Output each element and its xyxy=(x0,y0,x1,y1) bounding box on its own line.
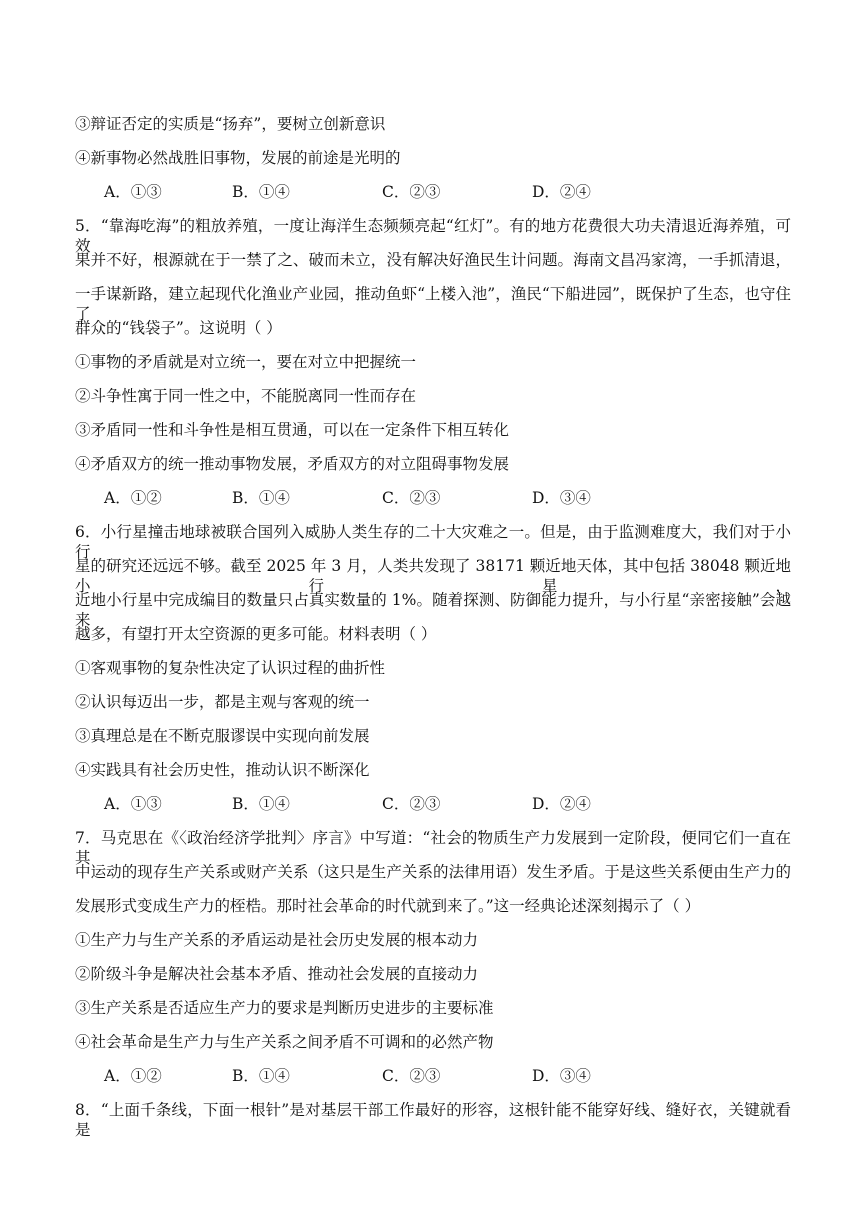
q7-option-1: ①生产力与生产关系的矛盾运动是社会历史发展的根本动力 xyxy=(75,931,479,949)
q5-stem-line: 一手谋新路，建立起现代化渔业产业园，推动鱼虾“上楼入池”，渔民“下船进园”，既保护了生态，也守住了 xyxy=(75,285,791,323)
q6-option-4: ④实践具有社会历史性，推动认识不断深化 xyxy=(75,761,370,779)
q5-stem-line: 群众的“钱袋子”。这说明（ ） xyxy=(75,319,282,337)
q7-option-4: ④社会革命是生产力与生产关系之间矛盾不可调和的必然产物 xyxy=(75,1033,494,1051)
choice-b: B．①④ xyxy=(232,489,290,507)
q7-option-3: ③生产关系是否适应生产力的要求是判断历史进步的主要标准 xyxy=(75,999,494,1017)
q7-choices xyxy=(104,1066,804,1086)
q5-option-1: ①事物的矛盾就是对立统一，要在对立中把握统一 xyxy=(75,353,417,371)
q6-option-3: ③真理总是在不断克服谬误中实现向前发展 xyxy=(75,727,370,745)
q4-option-3: ③辩证否定的实质是“扬弃”，要树立创新意识 xyxy=(75,115,386,133)
choice-c: C．②③ xyxy=(382,489,441,507)
q6-stem-line: 6．小行星撞击地球被联合国列入威胁人类生存的二十大灾难之一。但是，由于监测难度大，我们对于小行 xyxy=(75,523,791,561)
choice-a: A．①② xyxy=(104,489,162,507)
q5-option-2: ②斗争性寓于同一性之中，不能脱离同一性而存在 xyxy=(75,387,417,405)
choice-d: D．③④ xyxy=(532,489,591,507)
q7-stem-line: 7．马克思在《〈政治经济学批判〉序言》中写道：“社会的物质生产力发展到一定阶段，便同它们一直在其 xyxy=(75,829,791,867)
q5-option-3: ③矛盾同一性和斗争性是相互贯通，可以在一定条件下相互转化 xyxy=(75,421,510,439)
q6-stem-line: 星的研究还远远不够。截至 2025 年 3 月，人类共发现了 38171 颗近地天体，其中包括 38048 颗近地小行星， xyxy=(75,557,791,595)
q6-choices xyxy=(104,794,804,814)
q4-option-4: ④新事物必然战胜旧事物，发展的前途是光明的 xyxy=(75,149,401,167)
choice-b: B．①④ xyxy=(232,795,290,813)
q6-option-2: ②认识每迈出一步，都是主观与客观的统一 xyxy=(75,693,370,711)
q7-stem-line: 中运动的现存生产关系或财产关系（这只是生产关系的法律用语）发生矛盾。于是这些关系便由生产力的 xyxy=(75,863,791,881)
q8-stem-line: 8．“上面千条线，下面一根针”是对基层干部工作最好的形容，这根针能不能穿好线、缝好衣，关键就看是 xyxy=(75,1101,791,1139)
choice-c: C．②③ xyxy=(382,1067,441,1085)
q6-option-1: ①客观事物的复杂性决定了认识过程的曲折性 xyxy=(75,659,386,677)
choice-a: A．①③ xyxy=(104,183,162,201)
q5-option-4: ④矛盾双方的统一推动事物发展，矛盾双方的对立阻碍事物发展 xyxy=(75,455,510,473)
choice-b: B．①④ xyxy=(232,1067,290,1085)
choice-d: D．③④ xyxy=(532,1067,591,1085)
q5-choices xyxy=(104,488,804,508)
choice-d: D．②④ xyxy=(532,795,591,813)
q4-choices xyxy=(104,182,804,202)
q5-stem-line: 5．“靠海吃海”的粗放养殖，一度让海洋生态频频亮起“红灯”。有的地方花费很大功夫清退近海养殖，可效 xyxy=(75,217,791,255)
choice-a: A．①② xyxy=(104,1067,162,1085)
q5-stem-line: 果并不好，根源就在于一禁了之、破而未立，没有解决好渔民生计问题。海南文昌冯家湾，一手抓清退， xyxy=(75,251,791,269)
q6-stem-line: 近地小行星中完成编目的数量只占真实数量的 1%。随着探测、防御能力提升，与小行星“亲密接触”会越来 xyxy=(75,591,791,629)
choice-a: A．①③ xyxy=(104,795,162,813)
choice-c: C．②③ xyxy=(382,795,441,813)
choice-b: B．①④ xyxy=(232,183,290,201)
choice-d: D．②④ xyxy=(532,183,591,201)
q7-option-2: ②阶级斗争是解决社会基本矛盾、推动社会发展的直接动力 xyxy=(75,965,479,983)
q7-stem-line: 发展形式变成生产力的桎梏。那时社会革命的时代就到来了。”这一经典论述深刻揭示了（ ） xyxy=(75,897,701,915)
choice-c: C．②③ xyxy=(382,183,441,201)
q6-stem-line: 越多，有望打开太空资源的更多可能。材料表明（ ） xyxy=(75,625,437,643)
